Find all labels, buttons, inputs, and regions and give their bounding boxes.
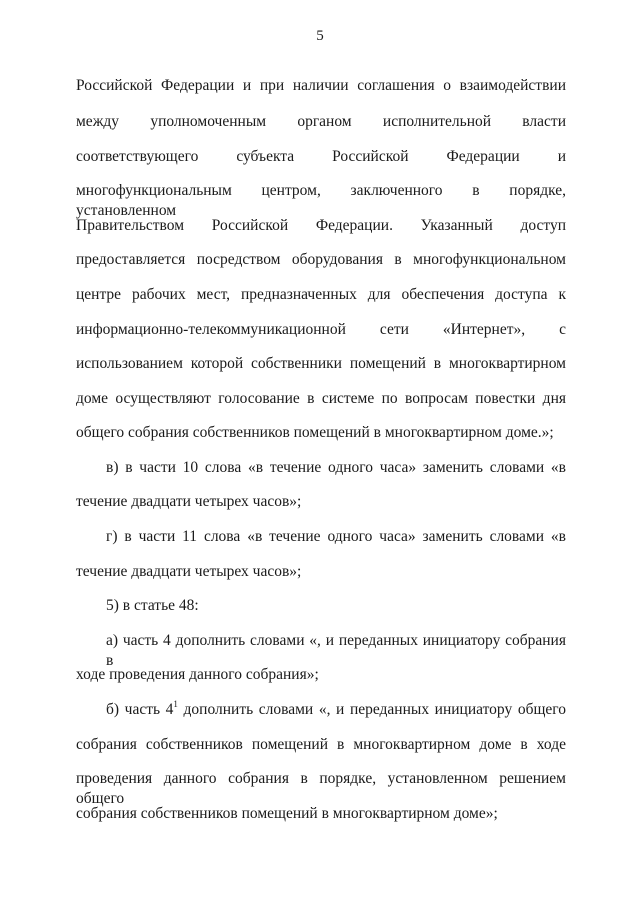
text-line: собрания собственников помещений в многоквартирном доме»; [76, 805, 498, 822]
text-line: многофункциональным центром, заключенного в порядке, установленном [76, 182, 566, 219]
text-line: течение двадцати четырех часов»; [76, 493, 302, 510]
text-line: доме осуществляют голосование в системе по вопросам повестки дня [76, 390, 566, 407]
text-line: предоставляется посредством оборудования в многофункциональном [76, 251, 566, 268]
item-b-prefix: б) часть 4 [106, 701, 174, 718]
superscript: 1 [173, 698, 178, 709]
text-line: Правительством Российской Федерации. Указанный доступ [76, 217, 566, 234]
item-b-text: дополнить словами «, и переданных инициатору общего [183, 701, 567, 718]
text-line: ходе проведения данного собрания»; [76, 666, 319, 683]
text-line: использованием которой собственники помещений в многоквартирном [76, 355, 566, 372]
text-line: г) в части 11 слова «в течение одного часа» заменить словами «в [106, 528, 566, 545]
text-line: 5) в статье 48: [106, 597, 199, 614]
text-line: течение двадцати четырех часов»; [76, 563, 302, 580]
text-line: а) часть 4 дополнить словами «, и переданных инициатору собрания в [106, 632, 566, 669]
text-line: соответствующего субъекта Российской Федерации и [76, 148, 566, 165]
text-line: информационно-телекоммуникационной сети «Интернет», с [76, 321, 566, 338]
text-line: собрания собственников помещений в многоквартирном доме в ходе [76, 736, 566, 753]
text-line [106, 700, 566, 720]
text-line: Российской Федерации и при наличии соглашения о взаимодействии [76, 77, 566, 94]
text-line: центре рабочих мест, предназначенных для обеспечения доступа к [76, 286, 566, 303]
text-line: общего собрания собственников помещений в многоквартирном доме.»; [76, 424, 554, 441]
text-line: в) в части 10 слова «в течение одного часа» заменить словами «в [106, 459, 566, 476]
text-line: проведения данного собрания в порядке, установленном решением общего [76, 770, 566, 807]
text-line: между уполномоченным органом исполнительной власти [76, 113, 566, 130]
page-number: 5 [316, 28, 324, 44]
